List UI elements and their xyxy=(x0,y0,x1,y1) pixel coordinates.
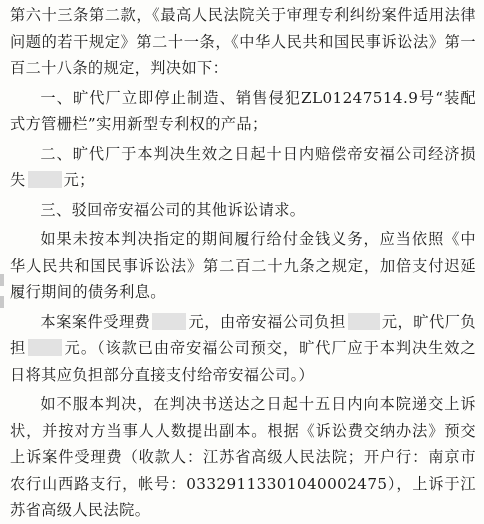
redacted-amount xyxy=(152,313,186,330)
scan-edge-mark xyxy=(0,274,4,286)
fee-text-2: 元，由帝安福公司负担 xyxy=(188,312,346,331)
redacted-amount xyxy=(28,171,62,188)
fee-text-3: 元，旷代厂负担 xyxy=(10,312,476,357)
verdict-item-3: 三、驳回帝安福公司的其他诉讼请求。 xyxy=(40,200,306,219)
delay-interest-paragraph: 如果未按本判决指定的期间履行给付金钱义务，应当依照《中华人民共和国民事诉讼法》第二百二十九条之规定，加倍支付迟延履行期间的债务利息。 xyxy=(10,230,476,301)
appeal-paragraph: 如不服本判决，在判决书送达之日起十五日内向本院递交上诉状，并按对方当事人人数提出副本。根据《诉讼费交纳办法》预交上诉案件受理费（收款人：江苏省高级人民法院；开户行：南京市农行山西路支行，帐号：03329113301040002475），上诉于江苏省高级人民法院。 xyxy=(10,395,476,519)
verdict-item-2-text: 二、旷代厂于本判决生效之日起十日内赔偿帝安福公司经济损失 xyxy=(10,144,476,189)
intro-paragraph: 第六十三条第二款，《最高人民法院关于审理专利纠纷案件适用法律问题的若干规定》第二十一条，《中华人民共和国民事诉讼法》第一百二十八条的规定，判决如下： xyxy=(10,6,476,77)
verdict-item-2 xyxy=(10,141,476,194)
court-fee-paragraph xyxy=(10,309,476,389)
redacted-amount xyxy=(348,313,380,330)
verdict-item-2-suffix: 元； xyxy=(63,171,95,189)
scan-edge-mark xyxy=(0,296,4,308)
redacted-amount xyxy=(28,339,62,356)
fee-text-1: 本案案件受理费 xyxy=(40,312,151,331)
verdict-item-1: 一、旷代厂立即停止制造、销售侵犯ZL01247514.9号“装配式方管栅栏”实用新型专利权的产品； xyxy=(10,88,476,133)
fee-text-4: 元。（该款已由帝安福公司预交，旷代厂应于本判决生效之日将其应负担部分直接支付给帝安福公司。） xyxy=(10,339,476,384)
